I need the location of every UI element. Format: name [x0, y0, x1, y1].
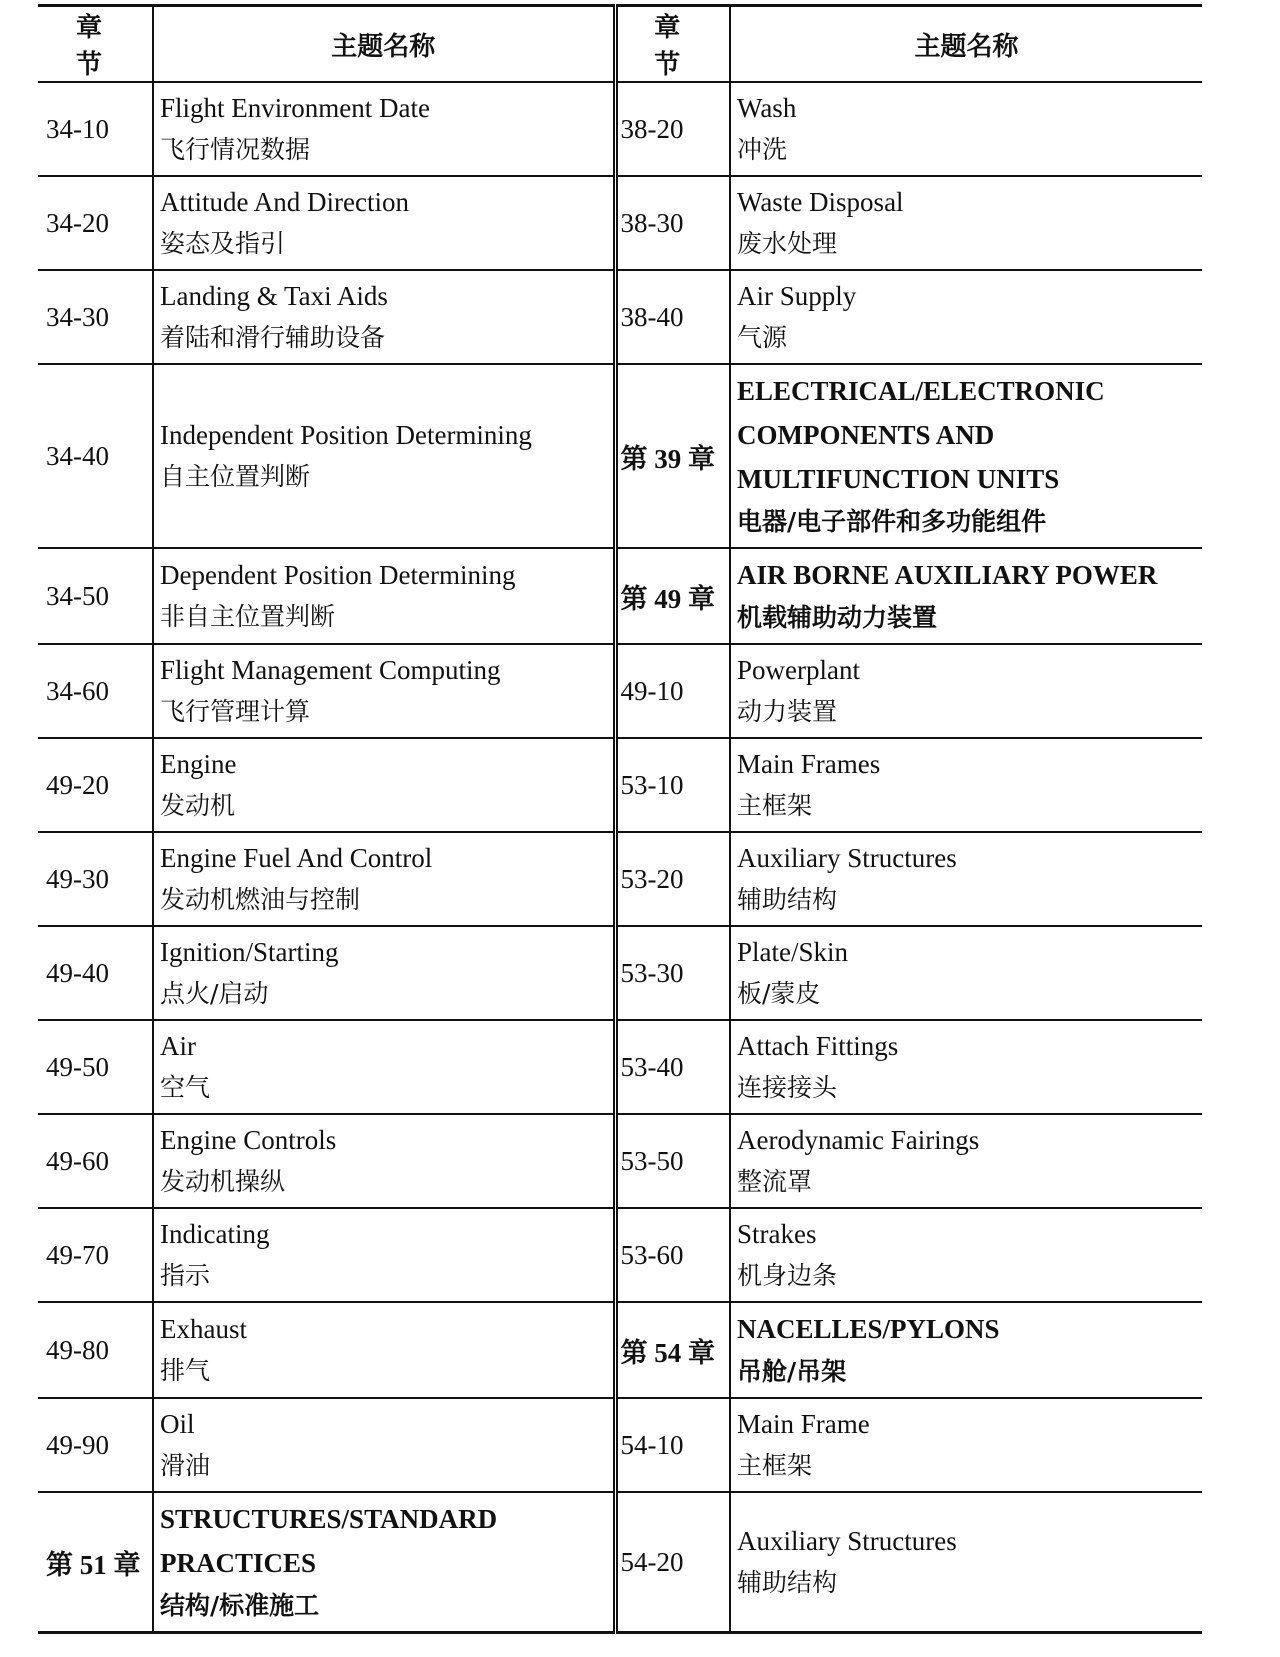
- header-section-left: 章 节: [38, 6, 153, 83]
- section-code: 34-60: [38, 644, 153, 738]
- topic-cell: [730, 1114, 1202, 1208]
- topic-zh: 着陆和滑行辅助设备: [160, 323, 386, 352]
- section-code: 49-20: [38, 738, 153, 832]
- section-code: 34-10: [38, 82, 153, 176]
- topic-en: Strakes: [737, 1219, 817, 1249]
- topic-en: Indicating: [160, 1219, 270, 1249]
- section-code: 34-40: [38, 364, 153, 548]
- section-code: 34-30: [38, 270, 153, 364]
- chapter-zh: 电器/电子部件和多功能组件: [737, 507, 1047, 536]
- topic-en: Dependent Position Determining: [160, 560, 516, 590]
- chapter-en-line: PRACTICES: [160, 1548, 317, 1578]
- section-code: 54-20: [615, 1492, 730, 1633]
- chapter-zh: 机载辅助动力装置: [737, 603, 938, 632]
- topic-cell: [153, 1398, 615, 1492]
- topic-en: Auxiliary Structures: [737, 1526, 957, 1556]
- topic-zh: 飞行管理计算: [160, 697, 311, 726]
- topic-zh: 辅助结构: [737, 1568, 838, 1597]
- section-code: 49-10: [615, 644, 730, 738]
- table-row: [38, 82, 1202, 176]
- topic-zh: 机身边条: [737, 1261, 838, 1290]
- topic-cell: [153, 926, 615, 1020]
- section-code: 38-40: [615, 270, 730, 364]
- topic-cell: [730, 832, 1202, 926]
- topic-cell: [153, 1020, 615, 1114]
- section-code: 49-80: [38, 1302, 153, 1398]
- chapter-title-cell: [153, 1492, 615, 1633]
- table-row: [38, 1208, 1202, 1302]
- topic-zh: 连接接头: [737, 1073, 838, 1102]
- section-code: 53-30: [615, 926, 730, 1020]
- topic-cell: [730, 1492, 1202, 1633]
- chapter-en: NACELLES/PYLONS: [737, 1314, 1000, 1344]
- topic-cell: [153, 832, 615, 926]
- table-row: [38, 926, 1202, 1020]
- topic-cell: [153, 548, 615, 644]
- table-row: [38, 738, 1202, 832]
- section-code: 53-40: [615, 1020, 730, 1114]
- section-code: 34-50: [38, 548, 153, 644]
- topic-cell: [153, 1114, 615, 1208]
- topic-en: Main Frames: [737, 749, 881, 779]
- topic-zh: 发动机操纵: [160, 1167, 286, 1196]
- topic-zh: 冲洗: [737, 135, 788, 164]
- chapter-zh: 吊舱/吊架: [737, 1357, 847, 1386]
- topic-en: Oil: [160, 1409, 195, 1439]
- topic-cell: [153, 1208, 615, 1302]
- chapter-en-line: STRUCTURES/STANDARD: [160, 1504, 498, 1534]
- topic-en: Attach Fittings: [737, 1031, 899, 1061]
- chapter-zh: 结构/标准施工: [160, 1591, 320, 1620]
- topic-en: Engine Fuel And Control: [160, 843, 433, 873]
- section-code: 53-50: [615, 1114, 730, 1208]
- topic-en: Waste Disposal: [737, 187, 904, 217]
- topic-zh: 辅助结构: [737, 885, 838, 914]
- topic-zh: 气源: [737, 323, 788, 352]
- topic-zh: 废水处理: [737, 229, 838, 258]
- topic-en: Wash: [737, 93, 797, 123]
- section-code: 34-20: [38, 176, 153, 270]
- table-row: [38, 548, 1202, 644]
- topic-cell: [153, 82, 615, 176]
- topic-cell: [730, 1020, 1202, 1114]
- topic-zh: 滑油: [160, 1451, 211, 1480]
- table-row: [38, 1114, 1202, 1208]
- section-code: 49-40: [38, 926, 153, 1020]
- topic-en: Auxiliary Structures: [737, 843, 957, 873]
- chapter-en: AIR BORNE AUXILIARY POWER: [737, 560, 1158, 590]
- topic-en: Engine: [160, 749, 237, 779]
- topic-cell: [153, 176, 615, 270]
- table-row: [38, 1398, 1202, 1492]
- chapter-code: 第 49 章: [615, 548, 730, 644]
- table-row: [38, 176, 1202, 270]
- table-row: [38, 1492, 1202, 1633]
- topic-en: Plate/Skin: [737, 937, 849, 967]
- topic-zh: 主框架: [737, 791, 813, 820]
- chapter-code: 第 54 章: [615, 1302, 730, 1398]
- chapter-code: 第 39 章: [615, 364, 730, 548]
- topic-zh: 整流罩: [737, 1167, 813, 1196]
- topic-cell: [730, 1208, 1202, 1302]
- ata-chapter-table: [38, 4, 1202, 1634]
- section-code: 53-60: [615, 1208, 730, 1302]
- topic-zh: 发动机燃油与控制: [160, 885, 361, 914]
- section-code: 53-10: [615, 738, 730, 832]
- topic-zh: 自主位置判断: [160, 462, 311, 491]
- topic-cell: [153, 364, 615, 548]
- section-code: 49-30: [38, 832, 153, 926]
- chapter-title-cell: [730, 548, 1202, 644]
- table-row: [38, 364, 1202, 548]
- topic-en: Main Frame: [737, 1409, 870, 1439]
- topic-zh: 非自主位置判断: [160, 602, 336, 631]
- section-code: 49-90: [38, 1398, 153, 1492]
- topic-en: Flight Environment Date: [160, 93, 430, 123]
- section-code: 53-20: [615, 832, 730, 926]
- topic-zh: 排气: [160, 1356, 211, 1385]
- section-code: 49-50: [38, 1020, 153, 1114]
- topic-zh: 空气: [160, 1073, 211, 1102]
- topic-zh: 板/蒙皮: [737, 979, 821, 1008]
- header-section-right: 章 节: [615, 6, 730, 83]
- topic-zh: 发动机: [160, 791, 236, 820]
- chapter-code: 第 51 章: [38, 1492, 153, 1633]
- topic-cell: [153, 1302, 615, 1398]
- chapter-en-line: MULTIFUNCTION UNITS: [737, 464, 1060, 494]
- topic-cell: [730, 644, 1202, 738]
- section-code: 49-70: [38, 1208, 153, 1302]
- header-title-left: 主题名称: [153, 6, 615, 83]
- topic-en: Air Supply: [737, 281, 857, 311]
- topic-en: Landing & Taxi Aids: [160, 281, 388, 311]
- table-row: [38, 832, 1202, 926]
- chapter-en-line: COMPONENTS AND: [737, 420, 995, 450]
- section-code: 38-30: [615, 176, 730, 270]
- chapter-title-cell: [730, 364, 1202, 548]
- topic-en: Attitude And Direction: [160, 187, 409, 217]
- section-code: 49-60: [38, 1114, 153, 1208]
- topic-en: Powerplant: [737, 655, 860, 685]
- topic-zh: 姿态及指引: [160, 229, 286, 258]
- chapter-en-line: ELECTRICAL/ELECTRONIC: [737, 376, 1105, 406]
- topic-cell: [730, 738, 1202, 832]
- topic-en: Ignition/Starting: [160, 937, 339, 967]
- table-row: [38, 1020, 1202, 1114]
- topic-cell: [153, 270, 615, 364]
- topic-cell: [153, 644, 615, 738]
- table-row: [38, 1302, 1202, 1398]
- header-title-right: 主题名称: [730, 6, 1202, 83]
- table-row: [38, 644, 1202, 738]
- chapter-title-cell: [730, 1302, 1202, 1398]
- section-code: 54-10: [615, 1398, 730, 1492]
- topic-en: Exhaust: [160, 1314, 247, 1344]
- topic-zh: 动力装置: [737, 697, 838, 726]
- topic-cell: [730, 270, 1202, 364]
- topic-en: Aerodynamic Fairings: [737, 1125, 980, 1155]
- topic-zh: 主框架: [737, 1451, 813, 1480]
- topic-zh: 点火/启动: [160, 979, 269, 1008]
- table-row: [38, 270, 1202, 364]
- topic-cell: [730, 926, 1202, 1020]
- topic-zh: 飞行情况数据: [160, 135, 311, 164]
- header-row: [38, 6, 1202, 83]
- topic-en: Air: [160, 1031, 196, 1061]
- topic-cell: [730, 82, 1202, 176]
- topic-cell: [153, 738, 615, 832]
- section-code: 38-20: [615, 82, 730, 176]
- topic-en: Independent Position Determining: [160, 420, 532, 450]
- topic-cell: [730, 176, 1202, 270]
- topic-zh: 指示: [160, 1261, 211, 1290]
- topic-en: Flight Management Computing: [160, 655, 501, 685]
- topic-cell: [730, 1398, 1202, 1492]
- topic-en: Engine Controls: [160, 1125, 337, 1155]
